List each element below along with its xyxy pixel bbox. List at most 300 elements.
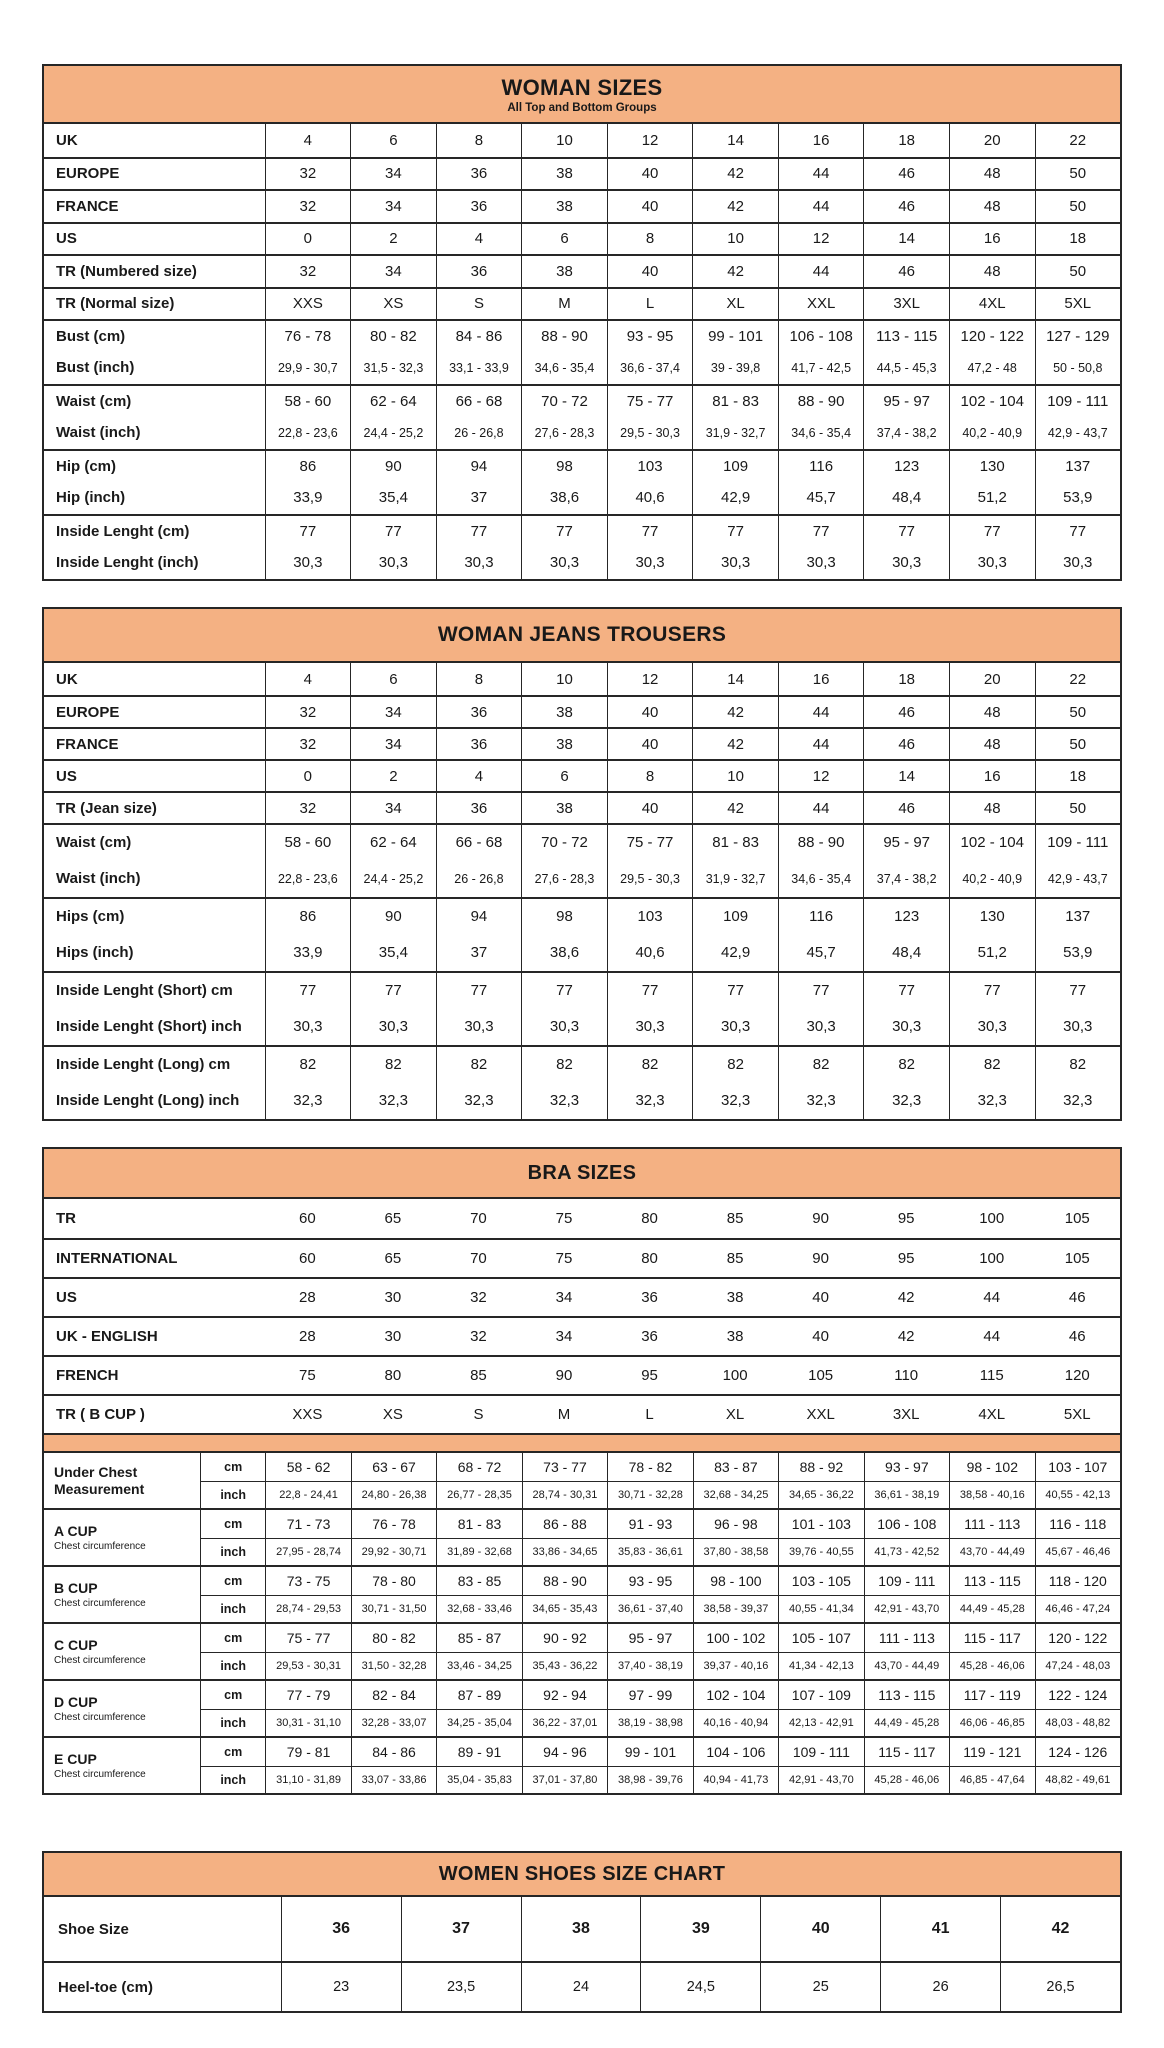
cell-value: 12 (778, 761, 864, 791)
cell-value: 32,3 (607, 1082, 693, 1119)
cell-value: 120 - 122 (949, 321, 1035, 352)
cell-value: 38,6 (521, 482, 607, 515)
cell-value: 32,68 - 33,46 (436, 1596, 521, 1623)
cell-value: 82 (350, 1047, 436, 1082)
cell-value: 75 - 77 (607, 825, 693, 860)
row-label: Hips (inch) (56, 944, 134, 961)
cell-value: 39 - 39,8 (692, 352, 778, 385)
cell-value: 26 - 26,8 (436, 417, 522, 450)
cell-value: 90 (555, 1367, 573, 1384)
row-label: Inside Lenght (Short) cm (56, 982, 233, 999)
cell-value: 12 (607, 124, 693, 157)
cell-value: 24,4 - 25,2 (350, 860, 436, 897)
cell-value: 16 (778, 124, 864, 157)
table-title: WOMEN SHOES SIZE CHART (438, 1862, 726, 1885)
table-row (201, 1652, 1120, 1680)
table-row (44, 1897, 1120, 1961)
cell-value: 34 (350, 159, 436, 190)
cup-subtitle: Chest circumference (54, 1541, 146, 1553)
cell-value: 34 (350, 191, 436, 222)
cell-value: 46 (1068, 1328, 1086, 1345)
cell-value: 92 - 94 (522, 1681, 607, 1709)
row-label: TR ( B CUP ) (56, 1406, 145, 1423)
table-row (201, 1738, 1120, 1766)
woman-sizes-body (44, 124, 1120, 579)
table-row (44, 514, 1120, 547)
cell-value: 34,25 - 35,04 (436, 1710, 521, 1737)
cell-value: 44 (778, 256, 864, 287)
cell-value: 115 - 117 (864, 1738, 949, 1766)
shoes-table (42, 1851, 1122, 2013)
table-row (44, 1045, 1120, 1082)
unit-label: inch (220, 1715, 247, 1730)
cup-rows (200, 1738, 1120, 1793)
cell-value: 8 (607, 761, 693, 791)
cell-value: 30 (384, 1328, 402, 1345)
cell-value: 127 - 129 (1035, 321, 1121, 352)
cell-value: 66 - 68 (436, 825, 522, 860)
cell-value: 53,9 (1035, 934, 1121, 971)
cell-value: 86 (265, 899, 351, 934)
cell-value: 39 (640, 1897, 760, 1961)
cell-value: 48,82 - 49,61 (1035, 1767, 1120, 1794)
cell-value: 36 (436, 697, 522, 727)
cell-value: 38,58 - 40,16 (949, 1482, 1034, 1509)
cell-value: 35,43 - 36,22 (522, 1653, 607, 1680)
cell-value: 77 (778, 973, 864, 1008)
cell-value: 42,9 (692, 482, 778, 515)
cell-value: 37,01 - 37,80 (522, 1767, 607, 1794)
cell-value: 10 (521, 124, 607, 157)
cell-value: 116 (778, 899, 864, 934)
cell-value: 76 - 78 (351, 1510, 436, 1538)
row-label: Inside Lenght (Short) inch (56, 1018, 242, 1035)
cell-value: 34 (555, 1328, 573, 1345)
cell-value: 94 (436, 899, 522, 934)
row-label: UK (56, 670, 78, 688)
cell-value: 28 (299, 1328, 316, 1345)
unit-label: inch (220, 1487, 247, 1502)
cell-value: 102 - 104 (949, 386, 1035, 417)
cell-value: 38,6 (521, 934, 607, 971)
cell-value: 32,3 (692, 1082, 778, 1119)
cup-name: Under Chest Measurement (54, 1464, 145, 1497)
row-label: US (56, 767, 77, 785)
cell-value: L (645, 1406, 654, 1423)
cell-value: 66 - 68 (436, 386, 522, 417)
cell-value: 82 (265, 1047, 351, 1082)
cell-value: 90 - 92 (522, 1624, 607, 1652)
cell-value: 105 - 107 (778, 1624, 863, 1652)
cell-value: 42,9 - 43,7 (1035, 417, 1121, 450)
cell-value: 32,3 (1035, 1082, 1121, 1119)
cell-value: 109 (692, 899, 778, 934)
cell-value: 46 (863, 159, 949, 190)
row-label: US (56, 230, 77, 248)
cell-value: 18 (863, 124, 949, 157)
cell-value: 77 (521, 973, 607, 1008)
cell-value: 46 (1068, 1289, 1086, 1306)
row-label: INTERNATIONAL (56, 1250, 178, 1267)
row-label: EUROPE (56, 165, 120, 183)
cell-value: 32,28 - 33,07 (351, 1710, 436, 1737)
row-label: TR (Normal size) (56, 295, 175, 313)
cell-value: 34,6 - 35,4 (521, 352, 607, 385)
cell-value: 33,46 - 34,25 (436, 1653, 521, 1680)
cup-rows (200, 1567, 1120, 1622)
row-label: Bust (cm) (56, 327, 126, 345)
table-header (44, 66, 1120, 124)
cell-value: 88 - 90 (778, 825, 864, 860)
cell-value: 33,86 - 34,65 (522, 1539, 607, 1566)
cell-value: 24,80 - 26,38 (351, 1482, 436, 1509)
cell-value: 115 - 117 (949, 1624, 1034, 1652)
cell-value: 20 (949, 663, 1035, 695)
cell-value: 31,50 - 32,28 (351, 1653, 436, 1680)
cell-value: 48 (949, 159, 1035, 190)
cell-value: 42 (692, 159, 778, 190)
cell-value: 48 (949, 793, 1035, 823)
row-label: Inside Lenght (cm) (56, 522, 190, 540)
cup-group (44, 1679, 1120, 1736)
row-label: TR (Numbered size) (56, 262, 197, 280)
cell-value: M (557, 1406, 571, 1423)
cell-value: 30,3 (521, 1008, 607, 1045)
cell-value: 30,3 (607, 547, 693, 580)
cell-value: 103 (607, 451, 693, 482)
cell-value: 36,6 - 37,4 (607, 352, 693, 385)
cell-value: 42 (692, 793, 778, 823)
cell-value: 81 - 83 (692, 386, 778, 417)
table-row (44, 287, 1120, 320)
cup-subtitle: Chest circumference (54, 1598, 146, 1610)
row-label: Hips (cm) (56, 908, 125, 925)
cell-value: 42,91 - 43,70 (864, 1596, 949, 1623)
cell-value: 12 (607, 663, 693, 695)
cell-value: 42 (692, 729, 778, 759)
cell-value: 82 (521, 1047, 607, 1082)
cell-value: 90 (350, 899, 436, 934)
table-title: BRA SIZES (527, 1161, 637, 1184)
unit-label: cm (224, 1630, 243, 1645)
table-row (201, 1538, 1120, 1566)
cell-value: 40 (607, 191, 693, 222)
cup-group (44, 1736, 1120, 1793)
cell-value: 40,2 - 40,9 (949, 860, 1035, 897)
cell-value: 137 (1035, 899, 1121, 934)
cell-value: 65 (384, 1250, 402, 1267)
cell-value: 4 (265, 663, 351, 695)
table-row (44, 823, 1120, 860)
cell-value: 103 - 107 (1035, 1453, 1120, 1481)
cell-value: 40 (607, 793, 693, 823)
cell-value: 40 (760, 1897, 880, 1961)
cell-value: XL (692, 289, 778, 320)
bra-divider-band (44, 1433, 1120, 1453)
shoes-body (44, 1897, 1120, 2011)
cell-value: 32,3 (436, 1082, 522, 1119)
cell-value: 109 - 111 (778, 1738, 863, 1766)
cup-label (44, 1624, 200, 1679)
cell-value: 26,5 (1000, 1963, 1120, 2011)
cell-value: 90 (812, 1210, 829, 1227)
cell-value: 30,3 (778, 547, 864, 580)
cell-value: 82 (863, 1047, 949, 1082)
table-title: WOMAN SIZES (501, 74, 663, 100)
cell-value: 130 (949, 899, 1035, 934)
cell-value: 119 - 121 (949, 1738, 1034, 1766)
bra-sizes-table (42, 1147, 1122, 1795)
cell-value: 42 (692, 256, 778, 287)
row-label: Hip (inch) (56, 489, 126, 507)
cell-value: 44 (983, 1289, 1001, 1306)
cell-value: 42 (692, 191, 778, 222)
cell-value: 63 - 67 (351, 1453, 436, 1481)
table-row (201, 1681, 1120, 1709)
cell-value: 33,07 - 33,86 (351, 1767, 436, 1794)
cell-value: 71 - 73 (265, 1510, 350, 1538)
cell-value: 88 - 90 (522, 1567, 607, 1595)
cell-value: 90 (812, 1250, 829, 1267)
cell-value: 117 - 119 (949, 1681, 1034, 1709)
cell-value: 38 (521, 729, 607, 759)
table-row (44, 860, 1120, 897)
cell-value: 111 - 113 (864, 1624, 949, 1652)
cell-value: 82 (607, 1047, 693, 1082)
cell-value: 10 (692, 761, 778, 791)
cell-value: 95 - 97 (863, 386, 949, 417)
cup-group (44, 1508, 1120, 1565)
cell-value: 26 (880, 1963, 1000, 2011)
cell-value: 29,5 - 30,3 (607, 860, 693, 897)
cell-value: 80 (384, 1367, 402, 1384)
cell-value: 36,22 - 37,01 (522, 1710, 607, 1737)
cup-name: B CUP (54, 1579, 98, 1596)
cell-value: 34,6 - 35,4 (778, 860, 864, 897)
cell-value: 40,6 (607, 934, 693, 971)
cell-value: 95 - 97 (863, 825, 949, 860)
table-row (44, 1277, 1120, 1316)
cell-value: 16 (949, 761, 1035, 791)
cell-value: 28,74 - 29,53 (265, 1596, 350, 1623)
bra-bottom-section (44, 1453, 1120, 1793)
cell-value: 41,7 - 42,5 (778, 352, 864, 385)
cell-value: 30,3 (863, 547, 949, 580)
cell-value: 30,3 (607, 1008, 693, 1045)
row-label: EUROPE (56, 703, 120, 721)
cell-value: 50 (1035, 793, 1121, 823)
cell-value: 53,9 (1035, 482, 1121, 515)
table-row (201, 1510, 1120, 1538)
cell-value: 82 (949, 1047, 1035, 1082)
cell-value: 35,4 (350, 482, 436, 515)
cell-value: XXL (778, 289, 864, 320)
row-label: Bust (inch) (56, 359, 135, 377)
cell-value: 50 (1035, 729, 1121, 759)
cell-value: 50 (1035, 256, 1121, 287)
cell-value: 75 - 77 (265, 1624, 350, 1652)
cell-value: 89 - 91 (436, 1738, 521, 1766)
table-row (44, 897, 1120, 934)
cell-value: 5XL (1063, 1406, 1091, 1423)
cell-value: 40 (812, 1289, 829, 1306)
cell-value: 124 - 126 (1035, 1738, 1120, 1766)
unit-label: cm (224, 1687, 243, 1702)
cup-label (44, 1453, 200, 1508)
row-label: UK - ENGLISH (56, 1328, 158, 1345)
cell-value: 34,65 - 35,43 (522, 1596, 607, 1623)
cell-value: 60 (299, 1250, 316, 1267)
cell-value: 32 (265, 256, 351, 287)
cell-value: 37,80 - 38,58 (693, 1539, 778, 1566)
cell-value: 75 (555, 1210, 573, 1227)
cell-value: 130 (949, 451, 1035, 482)
cell-value: 83 - 85 (436, 1567, 521, 1595)
cell-value: 115 (979, 1367, 1004, 1384)
row-label: FRANCE (56, 197, 119, 215)
cell-value: 35,83 - 36,61 (607, 1539, 692, 1566)
cell-value: XS (350, 289, 436, 320)
cell-value: 14 (692, 663, 778, 695)
cell-value: XL (725, 1406, 745, 1423)
cell-value: 48,4 (863, 482, 949, 515)
cell-value: 40,55 - 41,34 (778, 1596, 863, 1623)
cell-value: 18 (863, 663, 949, 695)
cell-value: 82 (1035, 1047, 1121, 1082)
cell-value: 46 (863, 191, 949, 222)
cell-value: 110 (894, 1367, 919, 1384)
cell-value: 30,3 (350, 547, 436, 580)
cell-value: 76 - 78 (265, 321, 351, 352)
table-row (44, 547, 1120, 580)
cell-value: 48 (949, 191, 1035, 222)
cell-value: 22,8 - 23,6 (265, 417, 351, 450)
cell-value: 6 (521, 224, 607, 255)
table-row (44, 971, 1120, 1008)
cell-value: 60 (299, 1210, 316, 1227)
cell-value: 41,73 - 42,52 (864, 1539, 949, 1566)
cell-value: 48,03 - 48,82 (1035, 1710, 1120, 1737)
table-row (201, 1453, 1120, 1481)
cell-value: 45,7 (778, 482, 864, 515)
cell-value: 14 (692, 124, 778, 157)
cell-value: 45,7 (778, 934, 864, 971)
cell-value: 16 (949, 224, 1035, 255)
cell-value: 30,3 (692, 547, 778, 580)
cell-value: 105 (808, 1367, 834, 1384)
cell-value: 109 - 111 (864, 1567, 949, 1595)
cell-value: 44 (778, 729, 864, 759)
cell-value: 98 - 102 (949, 1453, 1034, 1481)
table-row (44, 791, 1120, 823)
cell-value: 48 (949, 697, 1035, 727)
table-row (44, 1961, 1120, 2011)
row-label: Heel-toe (cm) (58, 1978, 154, 1996)
cell-value: 24,5 (640, 1963, 760, 2011)
cell-value: 116 (778, 451, 864, 482)
cell-value: 38,98 - 39,76 (607, 1767, 692, 1794)
cell-value: 46 (863, 697, 949, 727)
cell-value: 109 (692, 451, 778, 482)
cell-value: 34 (350, 793, 436, 823)
unit-label: cm (224, 1459, 243, 1474)
cell-value: 37 (436, 482, 522, 515)
cell-value: 36 (436, 793, 522, 823)
table-row (44, 189, 1120, 222)
cell-value: 37 (401, 1897, 521, 1961)
table-header (44, 1149, 1120, 1199)
cell-value: 28 (299, 1289, 316, 1306)
cell-value: 105 (1064, 1250, 1090, 1267)
table-row (44, 1082, 1120, 1119)
cell-value: 28,74 - 30,31 (522, 1482, 607, 1509)
cell-value: 30,71 - 32,28 (607, 1482, 692, 1509)
cell-value: 42 (897, 1328, 915, 1345)
cup-group (44, 1453, 1120, 1508)
cell-value: 70 - 72 (521, 386, 607, 417)
table-row (44, 352, 1120, 385)
cell-value: 34 (350, 729, 436, 759)
cell-value: 37,4 - 38,2 (863, 417, 949, 450)
table-row (44, 1355, 1120, 1394)
cell-value: 88 - 92 (778, 1453, 863, 1481)
table-row (201, 1481, 1120, 1509)
cell-value: 51,2 (949, 482, 1035, 515)
woman-jeans-body (44, 663, 1120, 1119)
cell-value: 80 - 82 (351, 1624, 436, 1652)
cell-value: 44,5 - 45,3 (863, 352, 949, 385)
cell-value: 29,5 - 30,3 (607, 417, 693, 450)
cell-value: 80 (641, 1210, 658, 1227)
cell-value: XXS (265, 289, 351, 320)
cell-value: 42,9 (692, 934, 778, 971)
cell-value: 22 (1035, 124, 1121, 157)
cell-value: 102 - 104 (949, 825, 1035, 860)
cell-value: 36 (641, 1328, 658, 1345)
cell-value: 3XL (863, 289, 949, 320)
cell-value: 102 - 104 (693, 1681, 778, 1709)
cell-value: XXL (806, 1406, 835, 1423)
cell-value: 98 (521, 899, 607, 934)
cell-value: 84 - 86 (351, 1738, 436, 1766)
cell-value: 34 (555, 1289, 573, 1306)
cell-value: 48,4 (863, 934, 949, 971)
cell-value: 30,3 (1035, 1008, 1121, 1045)
cell-value: 35,04 - 35,83 (436, 1767, 521, 1794)
cell-value: 24,4 - 25,2 (350, 417, 436, 450)
cell-value: 93 - 95 (607, 1567, 692, 1595)
table-row (44, 759, 1120, 791)
cell-value: 100 - 102 (693, 1624, 778, 1652)
cell-value: 85 - 87 (436, 1624, 521, 1652)
cell-value: 29,53 - 30,31 (265, 1653, 350, 1680)
table-row (44, 1316, 1120, 1355)
cell-value: 38 (521, 697, 607, 727)
cell-value: 75 (555, 1250, 573, 1267)
cell-value: 101 - 103 (778, 1510, 863, 1538)
cell-value: 99 - 101 (692, 321, 778, 352)
cell-value: S (473, 1406, 484, 1423)
cell-value: 32 (265, 159, 351, 190)
cell-value: 100 (722, 1367, 748, 1384)
cell-value: 86 (265, 451, 351, 482)
table-row (44, 1199, 1120, 1238)
cell-value: 38 (521, 159, 607, 190)
cell-value: 30,3 (521, 547, 607, 580)
cell-value: 77 (1035, 516, 1121, 547)
row-label: US (56, 1289, 77, 1306)
cell-value: 98 - 100 (693, 1567, 778, 1595)
